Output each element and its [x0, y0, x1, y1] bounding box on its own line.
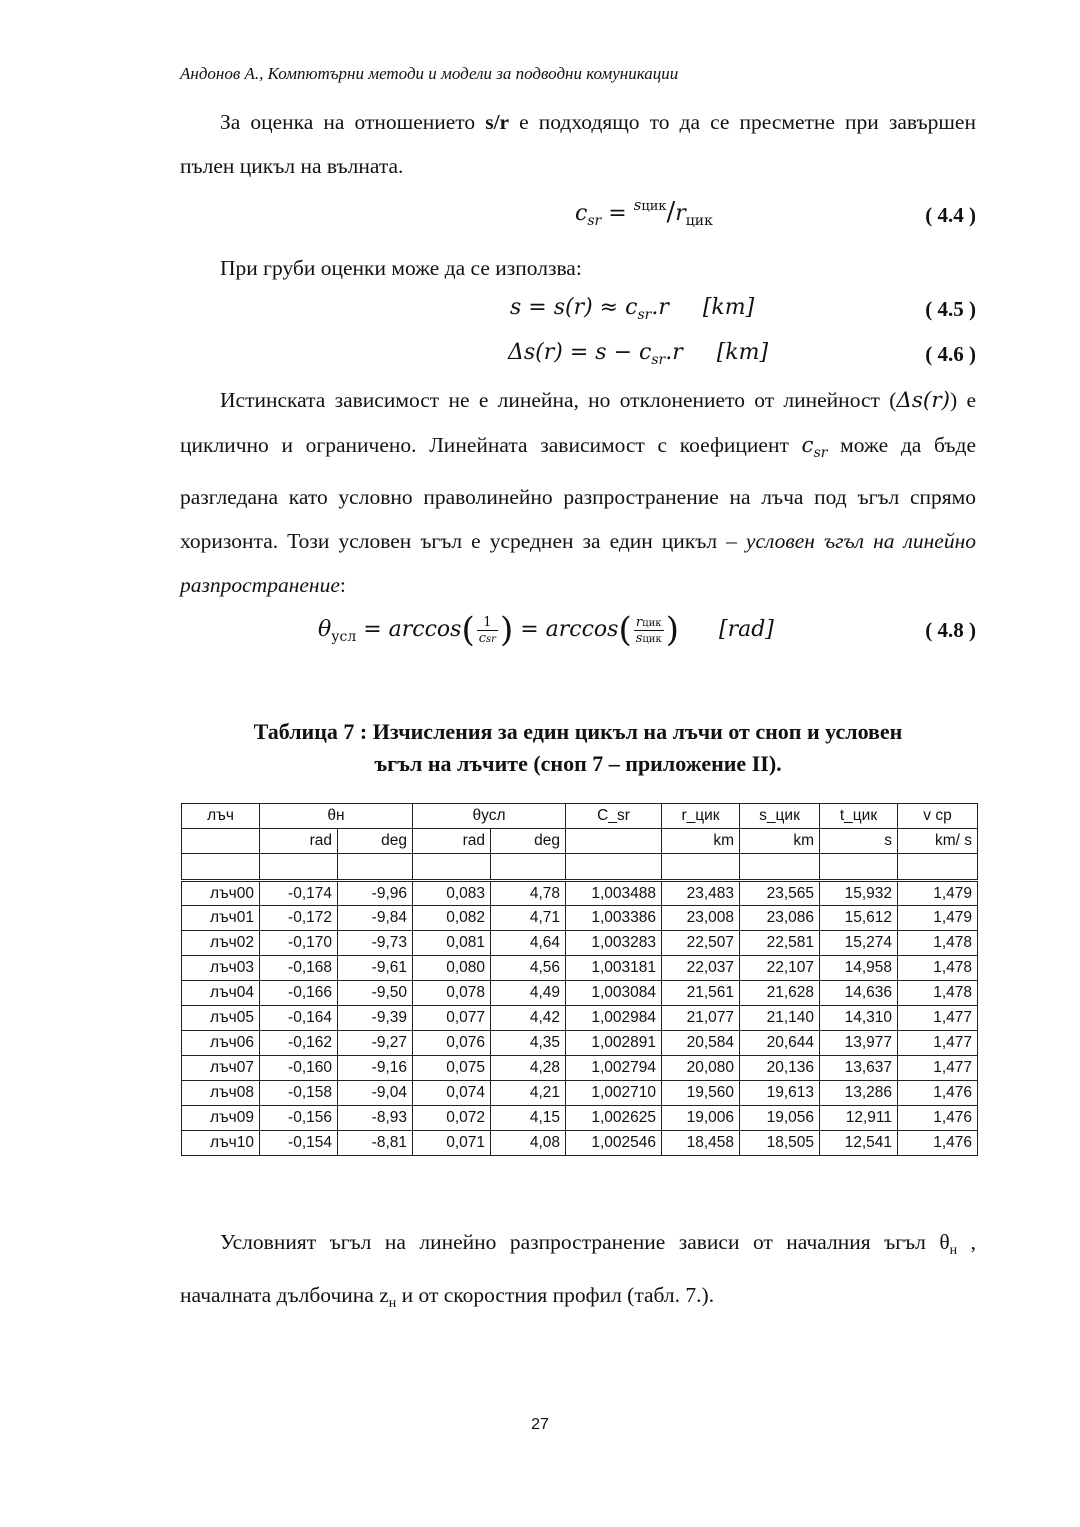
- table-header-cell: r_цик: [662, 804, 740, 829]
- eq48-fraction-2: [634, 615, 664, 646]
- paragraph-intro-text-a: За оценка на отношението: [220, 110, 486, 134]
- table-cell: -9,84: [338, 906, 413, 931]
- table-cell: 4,42: [491, 1006, 566, 1031]
- eq48-arccos-1: arccos: [388, 617, 462, 642]
- table-cell: 1,002984: [566, 1006, 662, 1031]
- table-unit-cell: km: [662, 829, 740, 854]
- table-cell: 20,644: [740, 1031, 820, 1056]
- eq46-unit: [km]: [716, 340, 769, 365]
- table-cell: 22,107: [740, 956, 820, 981]
- ray-name-cell: лъч09: [182, 1106, 260, 1131]
- table-row: [182, 1031, 978, 1056]
- table-empty-cell: [491, 854, 566, 881]
- eq46-rest: .r: [665, 340, 683, 365]
- table-cell: -0,168: [260, 956, 338, 981]
- table-cell: -9,16: [338, 1056, 413, 1081]
- table-cell: -9,96: [338, 881, 413, 906]
- eq48-equals-1: =: [356, 617, 389, 642]
- data-table: [181, 803, 978, 1156]
- table-cell: 22,037: [662, 956, 740, 981]
- table-header-cell: θн: [260, 804, 413, 829]
- table-cell: 1,002794: [566, 1056, 662, 1081]
- equation-4-6: [508, 340, 768, 368]
- table-header-cell: θусл: [413, 804, 566, 829]
- eq48-f2-den: s: [635, 630, 643, 646]
- table-cell: 1,477: [898, 1006, 978, 1031]
- table-cell: 12,541: [820, 1131, 898, 1156]
- ray-name-cell: лъч01: [182, 906, 260, 931]
- eq44-num-sub: цик: [641, 199, 667, 214]
- table-cell: 0,074: [413, 1081, 491, 1106]
- table-cell: 4,08: [491, 1131, 566, 1156]
- table-unit-cell: km: [740, 829, 820, 854]
- table-cell: 19,056: [740, 1106, 820, 1131]
- table-cell: 1,478: [898, 981, 978, 1006]
- ray-name-cell: лъч05: [182, 1006, 260, 1031]
- table-cell: 0,072: [413, 1106, 491, 1131]
- table-unit-cell: deg: [338, 829, 413, 854]
- table-cell: -9,73: [338, 931, 413, 956]
- equation-4-4: [575, 196, 713, 229]
- table-caption: [180, 716, 976, 780]
- table-cell: 1,003084: [566, 981, 662, 1006]
- table-cell: 23,008: [662, 906, 740, 931]
- table-cell: 1,002625: [566, 1106, 662, 1131]
- table-cell: 23,565: [740, 881, 820, 906]
- table-cell: 1,003283: [566, 931, 662, 956]
- eq48-unit: [rad]: [719, 617, 774, 642]
- table-empty-cell: [662, 854, 740, 881]
- running-header: Андонов А., Компютърни методи и модели за подводни комуникации: [180, 64, 679, 83]
- ray-name-cell: лъч04: [182, 981, 260, 1006]
- table-cell: -8,81: [338, 1131, 413, 1156]
- table-unit-cell: [182, 829, 260, 854]
- eq48-lhs: θ: [318, 617, 332, 642]
- table-header-cell: s_цик: [740, 804, 820, 829]
- table-cell: 0,078: [413, 981, 491, 1006]
- eq44-num-var: s: [633, 196, 642, 214]
- table-cell: 1,002546: [566, 1131, 662, 1156]
- table-cell: 4,64: [491, 931, 566, 956]
- eq48-f2-den-sub: цик: [642, 633, 662, 645]
- equation-number-4-5: ( 4.5 ): [925, 297, 976, 321]
- paragraph-intro: [180, 100, 976, 188]
- ray-name-cell: лъч03: [182, 956, 260, 981]
- table-row: [182, 906, 978, 931]
- table-cell: -0,170: [260, 931, 338, 956]
- table-cell: 19,613: [740, 1081, 820, 1106]
- table-cell: 20,584: [662, 1031, 740, 1056]
- eq48-f2-num-sub: цик: [642, 617, 662, 629]
- eq44-den-sub: цик: [685, 213, 713, 229]
- paragraph-conclusion: [180, 1220, 976, 1326]
- eq48-f2-num: r: [635, 614, 643, 630]
- eq46-main: Δs(r) = s − c: [508, 340, 652, 365]
- table-cell: -0,174: [260, 881, 338, 906]
- table-row: [182, 881, 978, 906]
- table-cell: -0,158: [260, 1081, 338, 1106]
- table-row: [182, 1131, 978, 1156]
- table-empty-cell: [898, 854, 978, 881]
- p4-text-c: и от скоростния профил (табл. 7.).: [396, 1283, 715, 1307]
- table-unit-cell: s: [820, 829, 898, 854]
- table-header-cell: C_sr: [566, 804, 662, 829]
- table-cell: -0,166: [260, 981, 338, 1006]
- ray-name-cell: лъч10: [182, 1131, 260, 1156]
- table-cell: 1,479: [898, 906, 978, 931]
- table-row: [182, 1006, 978, 1031]
- table-cell: 1,477: [898, 1031, 978, 1056]
- eq48-equals-2: =: [513, 617, 546, 642]
- table-empty-cell: [413, 854, 491, 881]
- table-cell: -8,93: [338, 1106, 413, 1131]
- table-cell: 0,076: [413, 1031, 491, 1056]
- table-row: [182, 1056, 978, 1081]
- p4-z-sub: н: [388, 1296, 397, 1311]
- table-cell: 14,310: [820, 1006, 898, 1031]
- eq45-rest: .r: [651, 295, 669, 320]
- p3-coef-sub: sr: [813, 445, 828, 461]
- table-cell: 1,002891: [566, 1031, 662, 1056]
- equation-number-4-4: ( 4.4 ): [925, 203, 976, 227]
- table-cell: 21,140: [740, 1006, 820, 1031]
- table-cell: 4,49: [491, 981, 566, 1006]
- table-cell: -0,160: [260, 1056, 338, 1081]
- table-cell: 15,274: [820, 931, 898, 956]
- table-cell: 18,505: [740, 1131, 820, 1156]
- eq48-f1-den: c: [478, 630, 487, 646]
- table-row: [182, 1081, 978, 1106]
- eq48-arccos-2: arccos: [545, 617, 619, 642]
- table-row: [182, 931, 978, 956]
- table-cell: 13,977: [820, 1031, 898, 1056]
- ray-name-cell: лъч08: [182, 1081, 260, 1106]
- table-unit-cell: rad: [413, 829, 491, 854]
- table-empty-cell: [820, 854, 898, 881]
- table-cell: 0,081: [413, 931, 491, 956]
- equation-4-5: [510, 295, 754, 323]
- table-cell: 4,78: [491, 881, 566, 906]
- eq44-equals: =: [601, 201, 634, 226]
- table-cell: 19,560: [662, 1081, 740, 1106]
- table-cell: 4,35: [491, 1031, 566, 1056]
- p3-text-c: може да бъде разгледана като условно праволинейно разпространение на лъча под ъгъл спрямо хоризонта. Този условен ъгъл е усреднен за един цикъл –: [180, 433, 977, 553]
- paragraph-rough: При груби оценки може да се използва:: [220, 256, 582, 280]
- table-unit-cell: [566, 829, 662, 854]
- table-cell: -0,156: [260, 1106, 338, 1131]
- page-number: 27: [531, 1416, 549, 1433]
- paragraph-intro-text-b: е подходящо то да се пресметне при завършен пълен цикъл на вълната.: [180, 110, 976, 178]
- table-cell: 21,077: [662, 1006, 740, 1031]
- p3-italic-term: условен ъгъл на линейно разпространение: [180, 529, 977, 597]
- table-empty-cell: [260, 854, 338, 881]
- table-units-row: [182, 829, 978, 854]
- table-unit-cell: km/ s: [898, 829, 978, 854]
- table-cell: 1,476: [898, 1106, 978, 1131]
- p4-text-a: Условният ъгъл на линейно разпространение зависи от началния ъгъл θ: [220, 1230, 950, 1254]
- table-row: [182, 956, 978, 981]
- table-cell: 4,56: [491, 956, 566, 981]
- table-cell: 19,006: [662, 1106, 740, 1131]
- eq44-lhs-sub: sr: [587, 213, 602, 229]
- ray-name-cell: лъч02: [182, 931, 260, 956]
- p3-coef-var: c: [801, 433, 814, 458]
- eq48-fraction-1: [477, 615, 498, 646]
- eq45-main: s = s(r) ≈ c: [510, 295, 638, 320]
- table-header-cell: лъч: [182, 804, 260, 829]
- table-cell: 0,083: [413, 881, 491, 906]
- table-header-cell: t_цик: [820, 804, 898, 829]
- table-cell: 23,483: [662, 881, 740, 906]
- table-cell: 4,21: [491, 1081, 566, 1106]
- p3-text-end: :: [339, 573, 346, 597]
- table-unit-cell: rad: [260, 829, 338, 854]
- table-cell: 15,932: [820, 881, 898, 906]
- table-cell: -9,61: [338, 956, 413, 981]
- table-cell: 1,476: [898, 1131, 978, 1156]
- table-cell: 14,958: [820, 956, 898, 981]
- table-cell: 1,478: [898, 956, 978, 981]
- table-cell: 15,612: [820, 906, 898, 931]
- table-empty-cell: [740, 854, 820, 881]
- p3-text-a: Истинската зависимост не е линейна, но отклонението от линейност (: [220, 388, 897, 412]
- eq44-num: [634, 196, 667, 214]
- table-cell: 1,003181: [566, 956, 662, 981]
- eq44-slash: /: [666, 197, 676, 227]
- eq45-unit: [km]: [702, 295, 755, 320]
- table-cell: 23,086: [740, 906, 820, 931]
- p4-text-b: , началната дълбочина z: [180, 1230, 976, 1307]
- p3-math-delta-s: Δs(r): [896, 388, 950, 413]
- ratio-term: s/r: [485, 110, 510, 134]
- table-cell: 20,080: [662, 1056, 740, 1081]
- table-cell: -9,50: [338, 981, 413, 1006]
- table-cell: 1,003488: [566, 881, 662, 906]
- eq45-sub: sr: [637, 307, 652, 323]
- table-spacer-row: [182, 854, 978, 881]
- ray-name-cell: лъч00: [182, 881, 260, 906]
- eq44-lhs: c: [575, 201, 588, 226]
- table-cell: 21,628: [740, 981, 820, 1006]
- eq48-lhs-sub: усл: [331, 629, 357, 645]
- equation-number-4-6: ( 4.6 ): [925, 342, 976, 366]
- table-caption-line-2: ъгъл на лъчите (сноп 7 – приложение II).: [374, 751, 782, 776]
- equation-4-8: $\theta_{усл} = \arccos$( $\frac{1}{\text{csr}}$ ) = arccos( $\frac{\text{rцик}}{\text{sцик}}$ ) [rad]: [318, 610, 774, 650]
- table-cell: 0,080: [413, 956, 491, 981]
- table-cell: 4,28: [491, 1056, 566, 1081]
- ray-name-cell: лъч07: [182, 1056, 260, 1081]
- table-empty-cell: [338, 854, 413, 881]
- table-cell: 4,71: [491, 906, 566, 931]
- eq48-f1-den-sub: sr: [486, 633, 496, 645]
- table-cell: -0,164: [260, 1006, 338, 1031]
- table-cell: 18,458: [662, 1131, 740, 1156]
- ray-name-cell: лъч06: [182, 1031, 260, 1056]
- table-row: [182, 1106, 978, 1131]
- table-cell: 1,479: [898, 881, 978, 906]
- table-cell: 21,561: [662, 981, 740, 1006]
- table-cell: 20,136: [740, 1056, 820, 1081]
- table-cell: 0,077: [413, 1006, 491, 1031]
- eq46-sub: sr: [651, 352, 666, 368]
- table-unit-cell: deg: [491, 829, 566, 854]
- table-empty-cell: [182, 854, 260, 881]
- table-cell: 1,478: [898, 931, 978, 956]
- table-cell: -9,27: [338, 1031, 413, 1056]
- eq48-f1-num: 1: [477, 615, 498, 631]
- table-empty-cell: [566, 854, 662, 881]
- table-cell: -9,04: [338, 1081, 413, 1106]
- table-header-row: [182, 804, 978, 829]
- table-cell: 0,071: [413, 1131, 491, 1156]
- table-cell: 1,476: [898, 1081, 978, 1106]
- table-cell: -0,162: [260, 1031, 338, 1056]
- table-cell: 13,286: [820, 1081, 898, 1106]
- table-header-cell: v cp: [898, 804, 978, 829]
- table-row: [182, 981, 978, 1006]
- table-cell: -9,39: [338, 1006, 413, 1031]
- table-cell: 22,507: [662, 931, 740, 956]
- equation-number-4-8: ( 4.8 ): [925, 618, 976, 642]
- paragraph-true-dependence: [180, 378, 976, 607]
- table-cell: 1,477: [898, 1056, 978, 1081]
- table-cell: 0,082: [413, 906, 491, 931]
- table-cell: 1,002710: [566, 1081, 662, 1106]
- table-caption-line-1: Таблица 7 : Изчисления за един цикъл на лъчи от сноп и условен: [253, 719, 903, 744]
- p4-theta-sub: н: [949, 1243, 958, 1258]
- table-cell: -0,172: [260, 906, 338, 931]
- table-cell: 4,15: [491, 1106, 566, 1131]
- table-cell: 14,636: [820, 981, 898, 1006]
- p3-text-b: ) е циклично и ограничено. Линейната зависимост с коефициент: [180, 388, 976, 457]
- table-cell: 1,003386: [566, 906, 662, 931]
- table-cell: 13,637: [820, 1056, 898, 1081]
- table-cell: 12,911: [820, 1106, 898, 1131]
- eq44-den: r: [675, 201, 686, 226]
- table-cell: -0,154: [260, 1131, 338, 1156]
- table-cell: 0,075: [413, 1056, 491, 1081]
- table-cell: 22,581: [740, 931, 820, 956]
